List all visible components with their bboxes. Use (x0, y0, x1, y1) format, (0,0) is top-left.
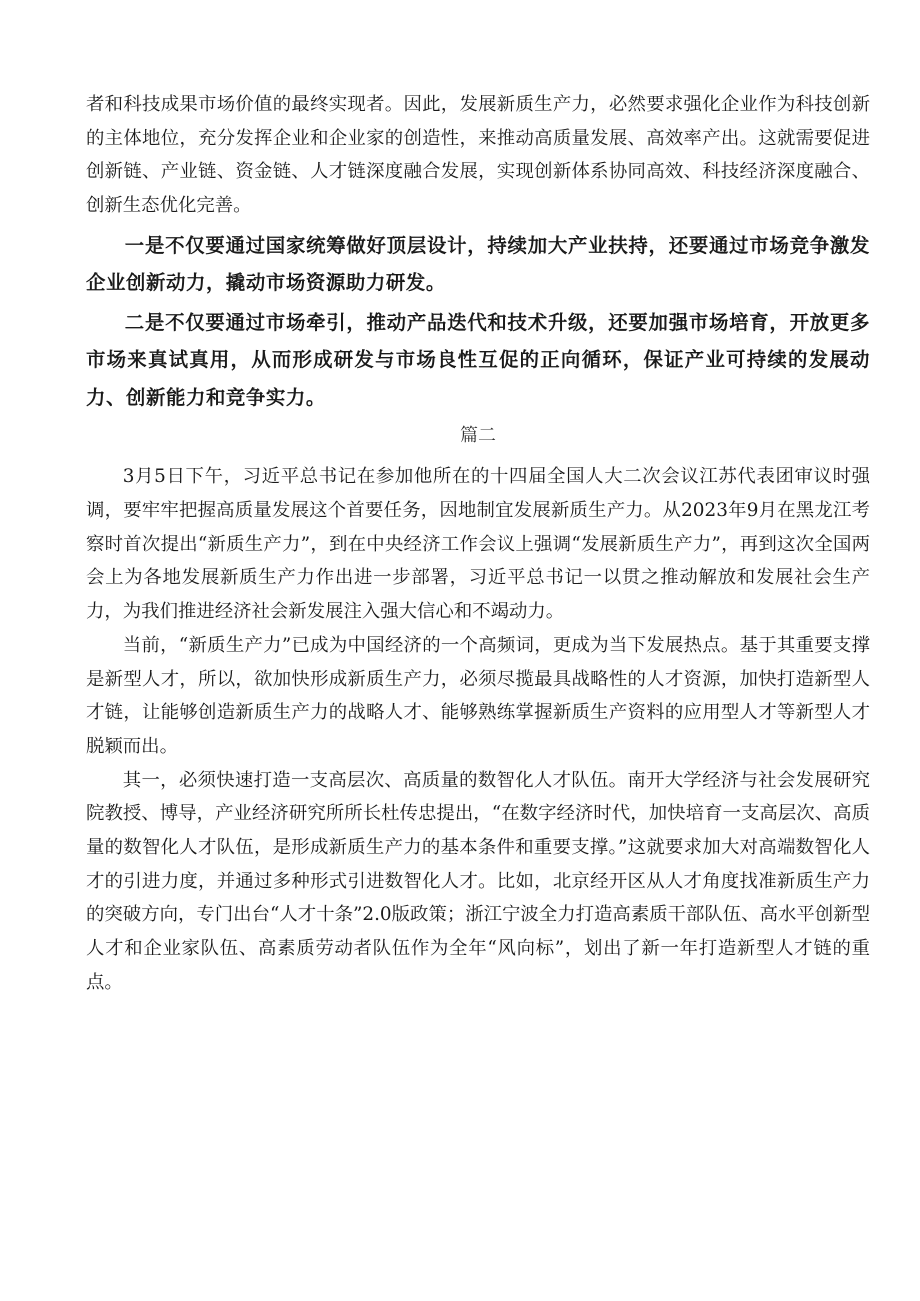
paragraph-march-5: 3月5日下午，习近平总书记在参加他所在的十四届全国人大二次会议江苏代表团审议时强调，要牢牢把握高质量发展这个首要任务，因地制宜发展新质生产力。从2023年9月在黑龙江考察时首次提出“新质生产力”，到在中央经济工作会议上强调“发展新质生产力”，再到这次全国两会上为各地发展新质生产力作出进一步部署，习近平总书记一以贯之推动解放和发展社会生产力，为我们推进经济社会新发展注入强大信心和不竭动力。 (86, 466, 870, 623)
paragraph-current: 当前，“新质生产力”已成为中国经济的一个高频词，更成为当下发展热点。基于其重要支撑是新型人才，所以，欲加快形成新质生产力，必须尽揽最具战略性的人才资源，加快打造新型人才链，让能够创造新质生产力的战略人才、能够熟练掌握新质生产资料的应用型人才等新型人才脱颖而出。 (86, 634, 870, 757)
section-heading: 篇二 (460, 425, 496, 447)
paragraph-first-measure: 其一，必须快速打造一支高层次、高质量的数智化人才队伍。南开大学经济与社会发展研究院教授、博导，产业经济研究所所长杜传忠提出，“在数字经济时代，加快培育一支高层次、高质量的数智化人才队伍，是形成新质生产力的基本条件和重要支撑。”这就要求加大对高端数智化人才的引进力度，并通过多种形式引进数智化人才。比如，北京经开区从人才角度找准新质生产力的突破方向，专门出台“人才十条”2.0版政策；浙江宁波全力打造高素质干部队伍、高水平创新型人才和企业家队伍、高素质劳动者队伍作为全年“风向标”，划出了新一年打造新型人才链的重点。 (86, 769, 870, 993)
paragraph-point-one: 一是不仅要通过国家统筹做好顶层设计，持续加大产业扶持，还要通过市场竞争激发企业创新动力，撬动市场资源助力研发。 (86, 233, 870, 295)
paragraph-point-two: 二是不仅要通过市场牵引，推动产品迭代和技术升级，还要加强市场培育，开放更多市场来真试真用，从而形成研发与市场良性互促的正向循环，保证产业可持续的发展动力、创新能力和竞争实力。 (86, 310, 870, 409)
document-page (86, 88, 870, 1000)
paragraph-continuation: 者和科技成果市场价值的最终实现者。因此，发展新质生产力，必然要求强化企业作为科技创新的主体地位，充分发挥企业和企业家的创造性，来推动高质量发展、高效率产出。这就需要促进创新链、产业链、资金链、人才链深度融合发展，实现创新体系协同高效、科技经济深度融合、创新生态优化完善。 (86, 94, 870, 217)
